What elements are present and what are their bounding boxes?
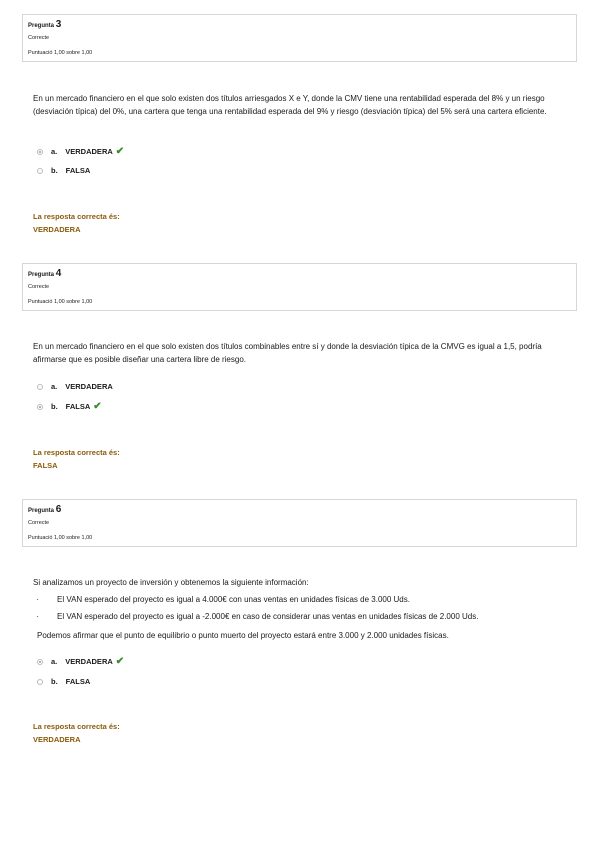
question-number: Pregunta 4 — [28, 268, 62, 279]
bullet-item: El VAN esperado del proyecto es igual a -2.000€ en caso de considerar unas ventas en unidades físicas de 2.000 Uds. — [57, 612, 479, 621]
question-info-3 — [22, 14, 577, 62]
answer-option-a[interactable]: a. VERDADERA — [37, 381, 113, 393]
right-answer-value: FALSA — [33, 461, 58, 470]
question-text: En un mercado financiero en el que solo existen dos títulos arriesgados X e Y, donde la CMV tiene una rentabilidad esperada del 8% y un riesgo (desviación típica) del 0%, una cartera que tenga una rentabilidad esperada del 9% y riesgo (desviación típica) del 5% será una cartera eficiente. — [33, 94, 547, 116]
answer-option-b[interactable]: b. FALSA — [37, 676, 90, 688]
question-info-6 — [22, 499, 577, 547]
question-number: Pregunta 3 — [28, 19, 62, 30]
question-text-after: Podemos afirmar que el punto de equilibrio o punto muerto del proyecto estará entre 3.000 y 2.000 unidades físicas. — [37, 631, 449, 640]
radio-button[interactable] — [37, 659, 43, 665]
question-info-4 — [22, 263, 577, 311]
right-answer-label: La resposta correcta és: — [33, 212, 120, 221]
right-answer-label: La resposta correcta és: — [33, 722, 120, 731]
bullet-item: El VAN esperado del proyecto es igual a 4.000€ con unas ventas en unidades físicas de 3.000 Uds. — [57, 595, 410, 604]
radio-button[interactable] — [37, 384, 43, 390]
question-state: Correcte — [28, 35, 50, 41]
radio-button[interactable] — [37, 404, 43, 410]
check-icon: ✔ — [115, 146, 125, 157]
question-state: Correcte — [28, 520, 50, 526]
bullet-dot: · — [36, 595, 39, 604]
question-grade: Puntuació 1,00 sobre 1,00 — [28, 299, 93, 305]
radio-button[interactable] — [37, 168, 43, 174]
right-answer-value: VERDADERA — [33, 225, 81, 234]
answer-option-a[interactable]: a. VERDADERA ✔ — [37, 656, 124, 668]
answer-option-b[interactable]: b. FALSA — [37, 165, 90, 177]
question-text: En un mercado financiero en el que solo existen dos títulos combinables entre sí y donde la desviación típica de la CMVG es igual a 1,5, podría afirmarse que es posible diseñar una cartera libre de riesgo. — [33, 342, 542, 364]
right-answer-label: La resposta correcta és: — [33, 448, 120, 457]
right-answer-value: VERDADERA — [33, 735, 81, 744]
check-icon: ✔ — [115, 656, 125, 667]
bullet-dot: · — [36, 612, 39, 621]
radio-button[interactable] — [37, 679, 43, 685]
question-state: Correcte — [28, 284, 50, 290]
question-grade: Puntuació 1,00 sobre 1,00 — [28, 50, 93, 56]
question-text: Si analizamos un proyecto de inversión y obtenemos la siguiente información: — [33, 578, 309, 587]
answer-option-a[interactable]: a. VERDADERA ✔ — [37, 146, 124, 158]
question-grade: Puntuació 1,00 sobre 1,00 — [28, 535, 93, 541]
radio-button[interactable] — [37, 149, 43, 155]
check-icon: ✔ — [93, 401, 102, 412]
answer-option-b[interactable]: b. FALSA ✔ — [37, 401, 102, 413]
question-number: Pregunta 6 — [28, 504, 62, 515]
